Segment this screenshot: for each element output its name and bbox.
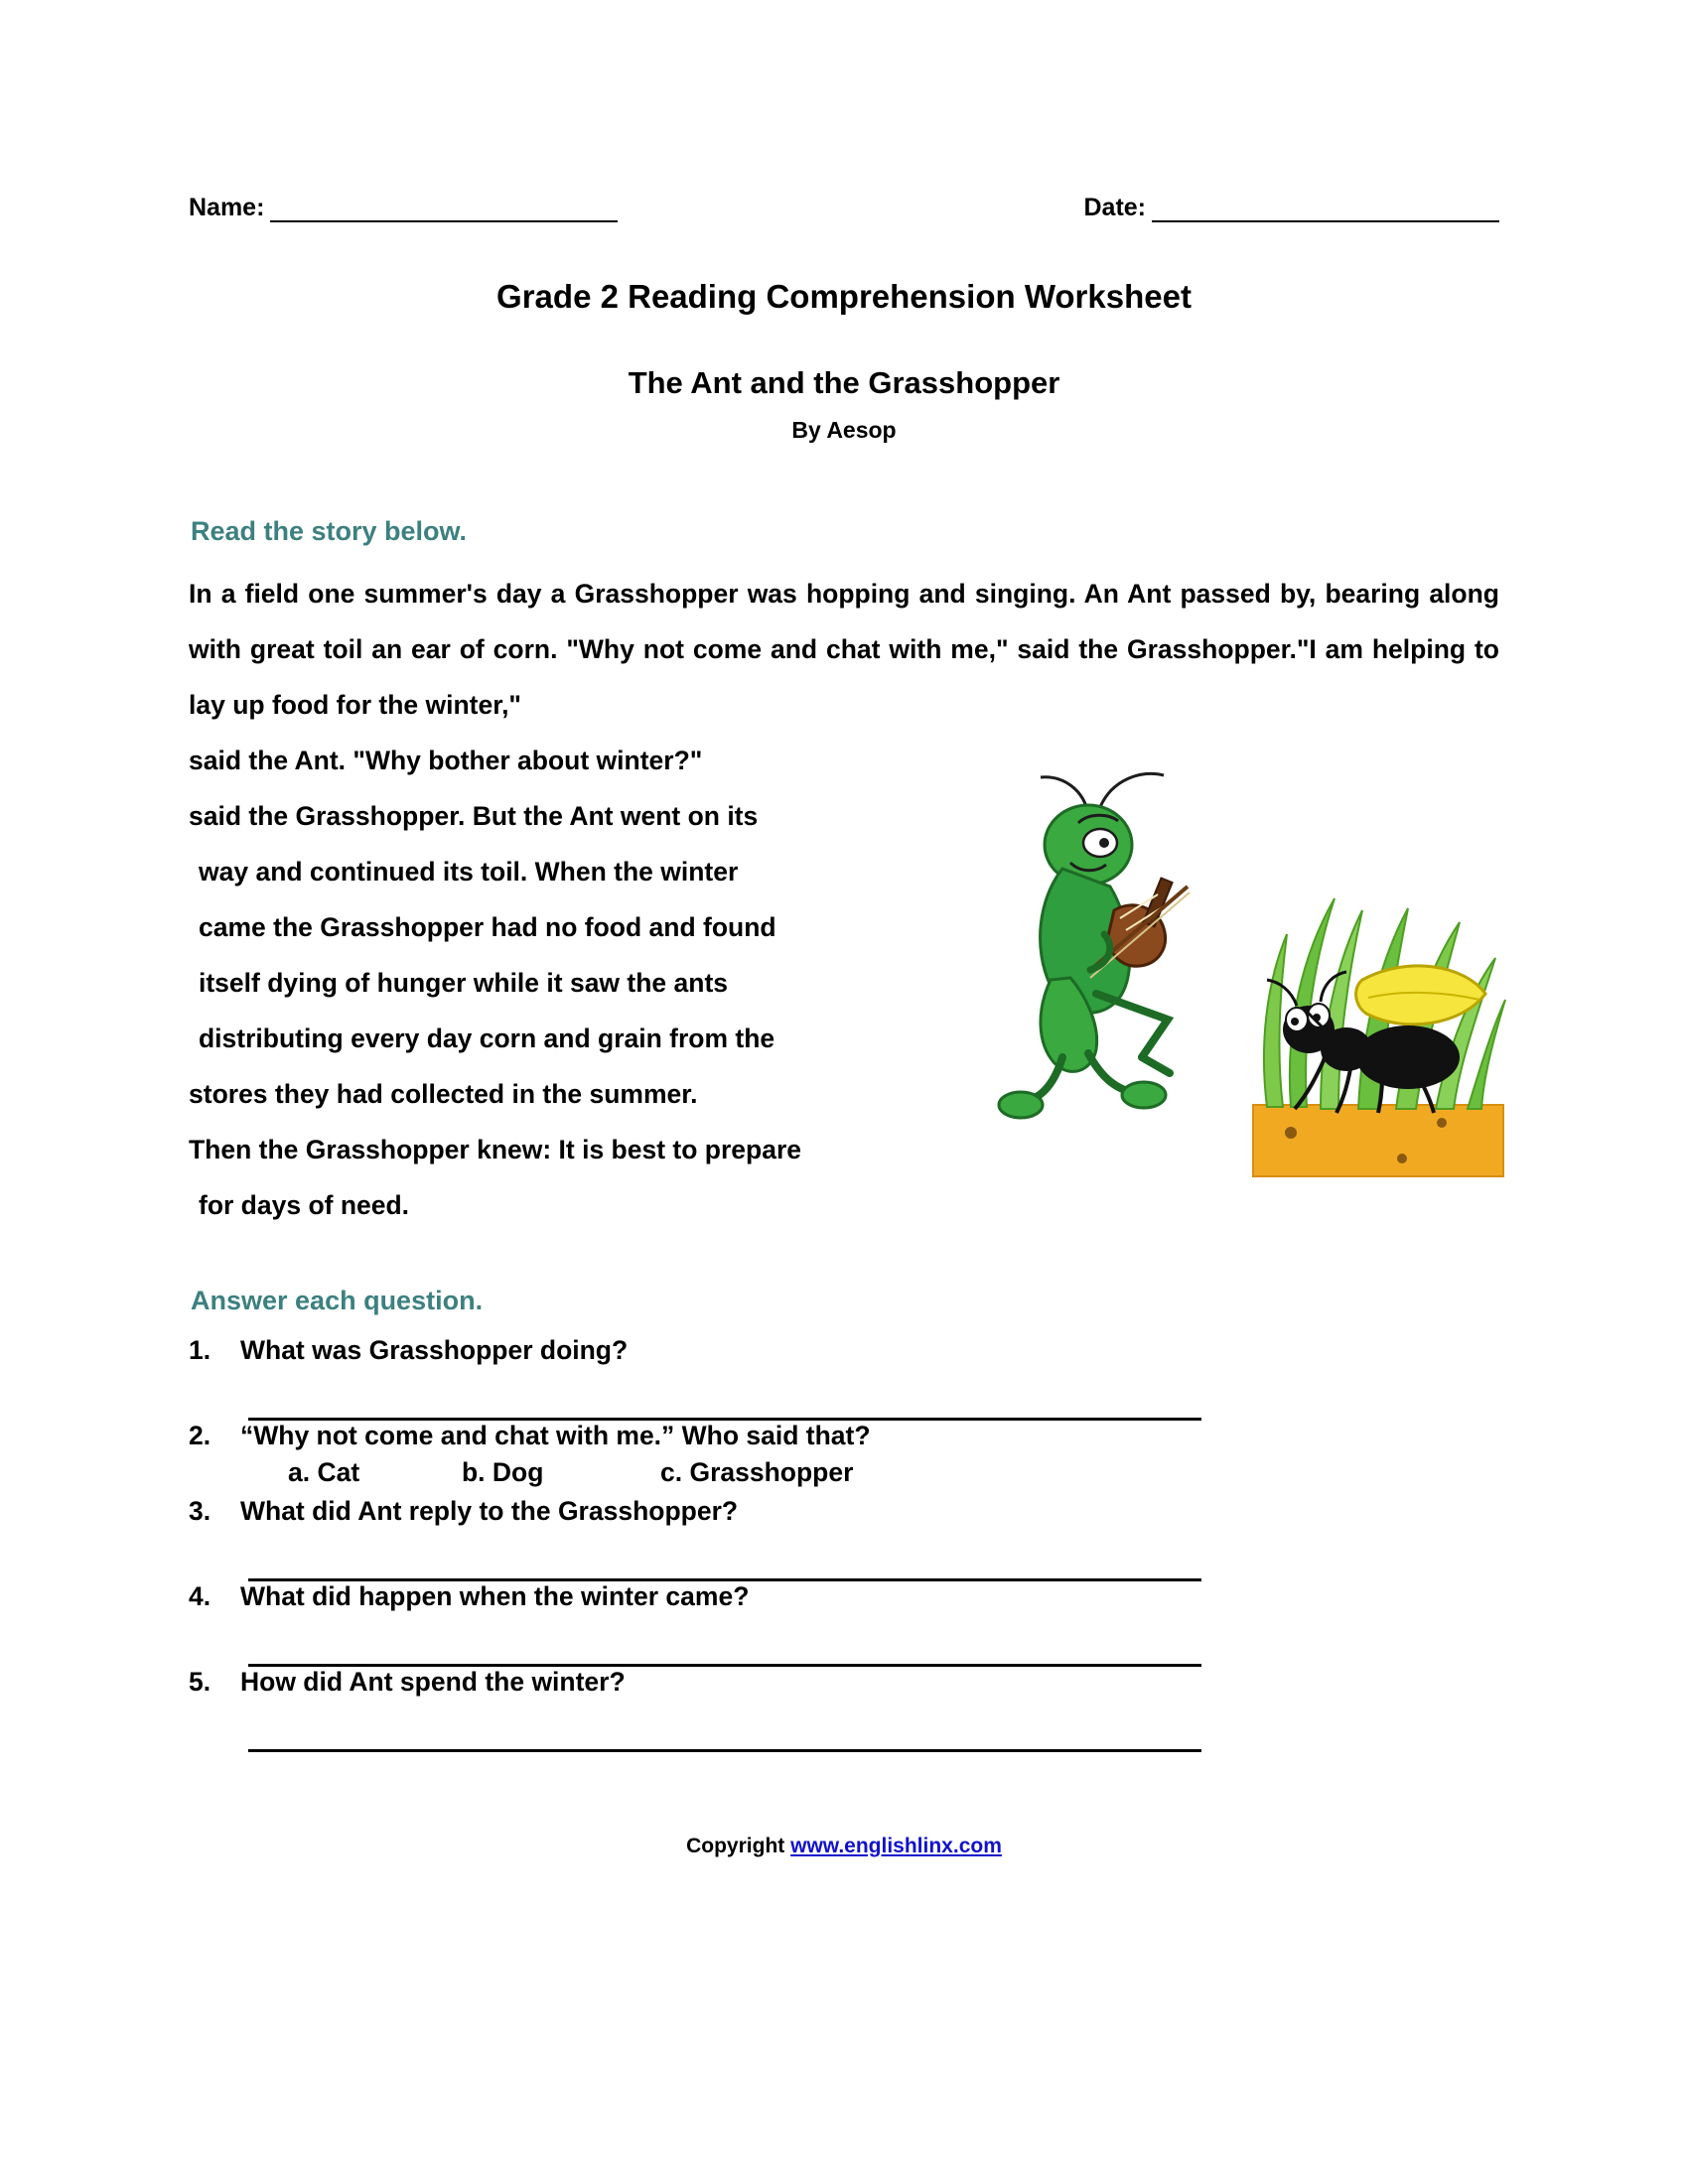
read-story-heading: Read the story below. [191, 516, 468, 546]
answer-line[interactable] [248, 1612, 1201, 1667]
website-link[interactable]: www.englishlinx.com [790, 1835, 1002, 1857]
story-line-e: itself dying of hunger while it saw the ants [199, 968, 729, 998]
date-field-group [1083, 194, 1499, 222]
question-number: 4. [189, 1581, 211, 1611]
name-label: Name: [189, 194, 265, 221]
question-number: 2. [189, 1421, 211, 1450]
copyright-label: Copyright [686, 1835, 791, 1857]
name-field-group [189, 194, 618, 222]
story-line-a: said the Ant. "Why bother about winter?" [189, 746, 703, 775]
question-number: 1. [189, 1335, 211, 1365]
story-line-i: for days of need. [199, 1190, 410, 1220]
story-title: The Ant and the Grasshopper [628, 365, 1060, 400]
story-paragraph-1: In a field one summer's day a Grasshopper was hopping and singing. An Ant passed by, bearing along with great toil an ear of corn. "Why not come and chat with me," said the Grasshopper."I am helping to lay up food for the winter," [189, 579, 1499, 720]
choice-option-c[interactable]: c. Grasshopper [660, 1457, 854, 1487]
questions-list [189, 1335, 1499, 1752]
story-line-c: way and continued its toil. When the winter [199, 857, 739, 887]
story-line-d: came the Grasshopper had no food and found [199, 912, 776, 942]
name-input-rule[interactable] [270, 199, 618, 222]
page-title: Grade 2 Reading Comprehension Worksheet [496, 278, 1192, 315]
choice-option-a[interactable]: a. Cat [288, 1457, 360, 1487]
question-number: 3. [189, 1496, 211, 1526]
answer-line[interactable] [248, 1698, 1201, 1752]
question-row [189, 1581, 1499, 1612]
question-row [189, 1667, 1499, 1698]
date-input-rule[interactable] [1152, 199, 1499, 222]
question-text: What did happen when the winter came? [240, 1581, 750, 1611]
answer-questions-heading: Answer each question. [191, 1286, 484, 1315]
ant-scene-illustration [1253, 898, 1505, 1176]
story-line-f: distributing every day corn and grain from the [199, 1024, 775, 1053]
footer-copyright [0, 1835, 1688, 1858]
answer-line[interactable] [248, 1527, 1201, 1581]
question-text: How did Ant spend the winter? [240, 1667, 626, 1697]
name-date-row [189, 194, 1499, 222]
question-text: What was Grasshopper doing? [240, 1335, 629, 1365]
question-text: What did Ant reply to the Grasshopper? [240, 1496, 739, 1526]
story-author: By Aesop [791, 417, 897, 443]
date-label: Date: [1083, 194, 1146, 221]
story-illustration [993, 759, 1509, 1216]
story-line-h: Then the Grasshopper knew: It is best to prepare [189, 1135, 801, 1164]
choice-option-b[interactable]: b. Dog [462, 1457, 544, 1487]
grasshopper-illustration [999, 773, 1190, 1118]
question-row [189, 1421, 1499, 1451]
question-number: 5. [189, 1667, 211, 1697]
question-row [189, 1335, 1499, 1366]
question-row [189, 1496, 1499, 1527]
multiple-choice-options [288, 1457, 1499, 1488]
answer-line[interactable] [248, 1366, 1201, 1421]
question-text: “Why not come and chat with me.” Who said that? [240, 1421, 871, 1450]
story-line-g: stores they had collected in the summer. [189, 1079, 698, 1109]
story-line-b: said the Grasshopper. But the Ant went on its [189, 801, 759, 831]
